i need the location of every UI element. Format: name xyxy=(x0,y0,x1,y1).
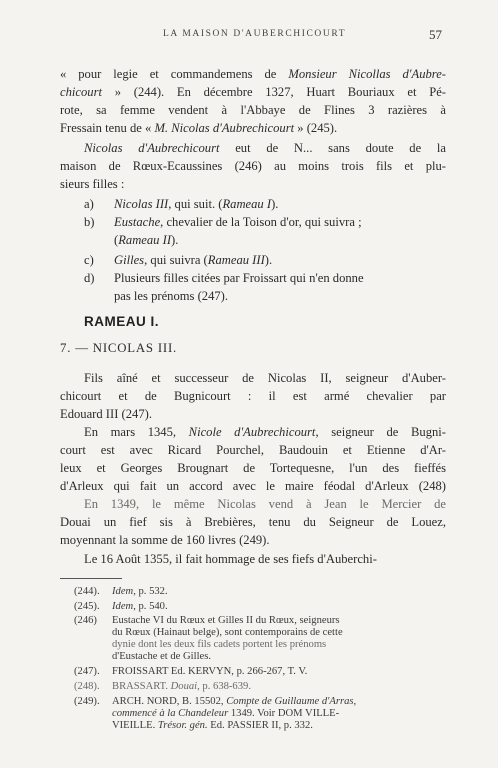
family-line-3: sieurs filles : xyxy=(60,177,125,191)
footnote-continuation: du Rœux (Hainaut belge), sont contemporains de cette xyxy=(112,627,343,638)
footnote-continuation xyxy=(112,719,446,732)
child-name: Gilles xyxy=(114,253,145,267)
section-heading: RAMEAU I. xyxy=(84,314,159,329)
footnote-italic: Douai xyxy=(170,681,198,692)
footnote-number: (247). xyxy=(74,666,100,677)
footnote-text: BRASSART. xyxy=(112,681,171,692)
footnote-text: Eustache VI du Rœux et Gilles II du Rœux, seigneurs xyxy=(112,615,340,626)
running-head xyxy=(60,27,442,43)
family-text: eut de N... sans doute de la xyxy=(219,141,446,155)
intro-line-4 xyxy=(60,120,446,136)
list-marker: a) xyxy=(84,197,94,211)
footnote-text: 1349. Voir DOM VILLE- xyxy=(228,708,340,719)
family-name: Nicolas d'Aubrechicourt xyxy=(84,141,220,155)
child-name: Nicolas III xyxy=(114,197,169,211)
list-item-text xyxy=(114,214,446,230)
footnote-number: (244). xyxy=(74,586,100,597)
intro-name: M. Nicolas d'Aubrechicourt xyxy=(154,121,295,135)
footnote-text: , p. 532. xyxy=(133,586,168,597)
child-text-end: ). xyxy=(171,233,179,247)
footnote xyxy=(74,585,446,598)
family-line-2: maison de Rœux-Ecaussines (246) au moins trois fils et plu- xyxy=(60,159,446,173)
footnote-italic: Trésor. gén. xyxy=(157,720,208,731)
list-item-text xyxy=(114,196,446,212)
footnote-continuation: dynie dont les deux fils cadets portent les prénoms xyxy=(112,639,327,650)
body-line: moyennant la somme de 160 livres (249). xyxy=(60,533,270,547)
footnote-number: (248). xyxy=(74,681,100,692)
footnote-text: VIEILLE. xyxy=(112,720,158,731)
footnote-continuation: d'Eustache et de Gilles. xyxy=(112,651,211,662)
footnote xyxy=(74,600,446,613)
page-number: 57 xyxy=(429,27,442,42)
footnote-text: , p. 638-639. xyxy=(197,681,251,692)
child-text: , qui suivra ( xyxy=(144,253,208,267)
body-line: En 1349, le même Nicolas vend à Jean le Mercier de xyxy=(84,497,446,511)
list-item-text: pas les prénoms (247). xyxy=(114,289,229,303)
footnote-italic: Idem xyxy=(112,586,134,597)
intro-name: chicourt xyxy=(60,85,102,99)
body-line: Le 16 Août 1355, il fait hommage de ses fiefs d'Auberchi- xyxy=(84,552,377,566)
list-item-text: Plusieurs filles citées par Froissart qui n'en donne xyxy=(114,271,364,285)
body-line: Edouard III (247). xyxy=(60,407,152,421)
intro-text: » (245). xyxy=(294,121,338,135)
footnote-number: (249). xyxy=(74,696,100,707)
body-line: leux et Georges Brougnart de Tortequesne, l'un des fieffés xyxy=(60,461,446,475)
list-item-text xyxy=(114,232,446,248)
child-text-end: ). xyxy=(264,253,273,267)
body-line xyxy=(84,424,446,440)
body-line: d'Arleux qui fait un accord avec le maire féodal d'Arleux (248) xyxy=(60,479,446,493)
sub-heading: 7. — NICOLAS III. xyxy=(60,341,178,355)
footnote-rule xyxy=(60,578,122,579)
intro-text: » (244). En décembre 1327, Huart Bouriaux et Pé- xyxy=(101,85,446,99)
body-name: Nicole d'Aubrechicourt xyxy=(188,425,316,439)
child-text-end: ). xyxy=(271,197,279,211)
intro-name: Monsieur Nicollas d'Aubre- xyxy=(288,67,447,81)
footnote-italic: Compte de Guillaume d'Arras, xyxy=(226,696,357,707)
child-text: , qui suit. ( xyxy=(168,197,223,211)
footnote-text: Ed. PASSIER II, p. 332. xyxy=(207,720,313,731)
intro-line-1 xyxy=(60,66,446,82)
body-line: chicourt et de Bugnicourt : il est armé chevalier par xyxy=(60,389,446,403)
intro-text: Fressain tenu de « xyxy=(60,121,155,135)
branch-ref: Rameau III xyxy=(207,253,265,267)
footnote-text: ARCH. NORD, B. 15502, xyxy=(112,696,227,707)
list-item-text xyxy=(114,252,446,268)
footnote-number: (246) xyxy=(74,615,97,626)
body-line: Fils aîné et successeur de Nicolas II, seigneur d'Auber- xyxy=(84,371,446,385)
intro-line-2 xyxy=(60,84,446,100)
footnote-italic: commencé à la Chandeleur xyxy=(112,708,229,719)
branch-ref: Rameau II xyxy=(118,233,172,247)
body-line: court est avec Ricard Pourchel, Baudouin et Etienne d'Ar- xyxy=(60,443,446,457)
intro-text: « pour legie et commandemens de xyxy=(60,67,289,81)
branch-ref: Rameau I xyxy=(222,197,272,211)
footnote-text: , p. 540. xyxy=(133,601,168,612)
family-line-1 xyxy=(84,140,446,156)
footnote xyxy=(74,680,446,693)
footnote xyxy=(74,665,446,678)
list-marker: d) xyxy=(84,271,95,285)
list-marker: b) xyxy=(84,215,95,229)
intro-line-3: rote, sa femme vendent à l'Abbaye de Flines 3 razières à xyxy=(60,103,446,117)
footnote-number: (245). xyxy=(74,601,100,612)
child-text: ( xyxy=(114,233,119,247)
list-marker: c) xyxy=(84,253,94,267)
body-text: En mars 1345, xyxy=(84,425,189,439)
body-line: Douai un fief sis à Brebières, tenu du Seigneur de Louez, xyxy=(60,515,446,529)
running-title: LA MAISON D'AUBERCHICOURT xyxy=(163,29,347,39)
child-name: Eustache xyxy=(114,215,161,229)
footnote-italic: Idem xyxy=(112,601,134,612)
body-text: , seigneur de Bugni- xyxy=(315,425,446,439)
footnote-text: FROISSART Ed. KERVYN, p. 266-267, T. V. xyxy=(112,666,308,677)
child-text: , chevalier de la Toison d'or, qui suivra ; xyxy=(160,215,362,229)
